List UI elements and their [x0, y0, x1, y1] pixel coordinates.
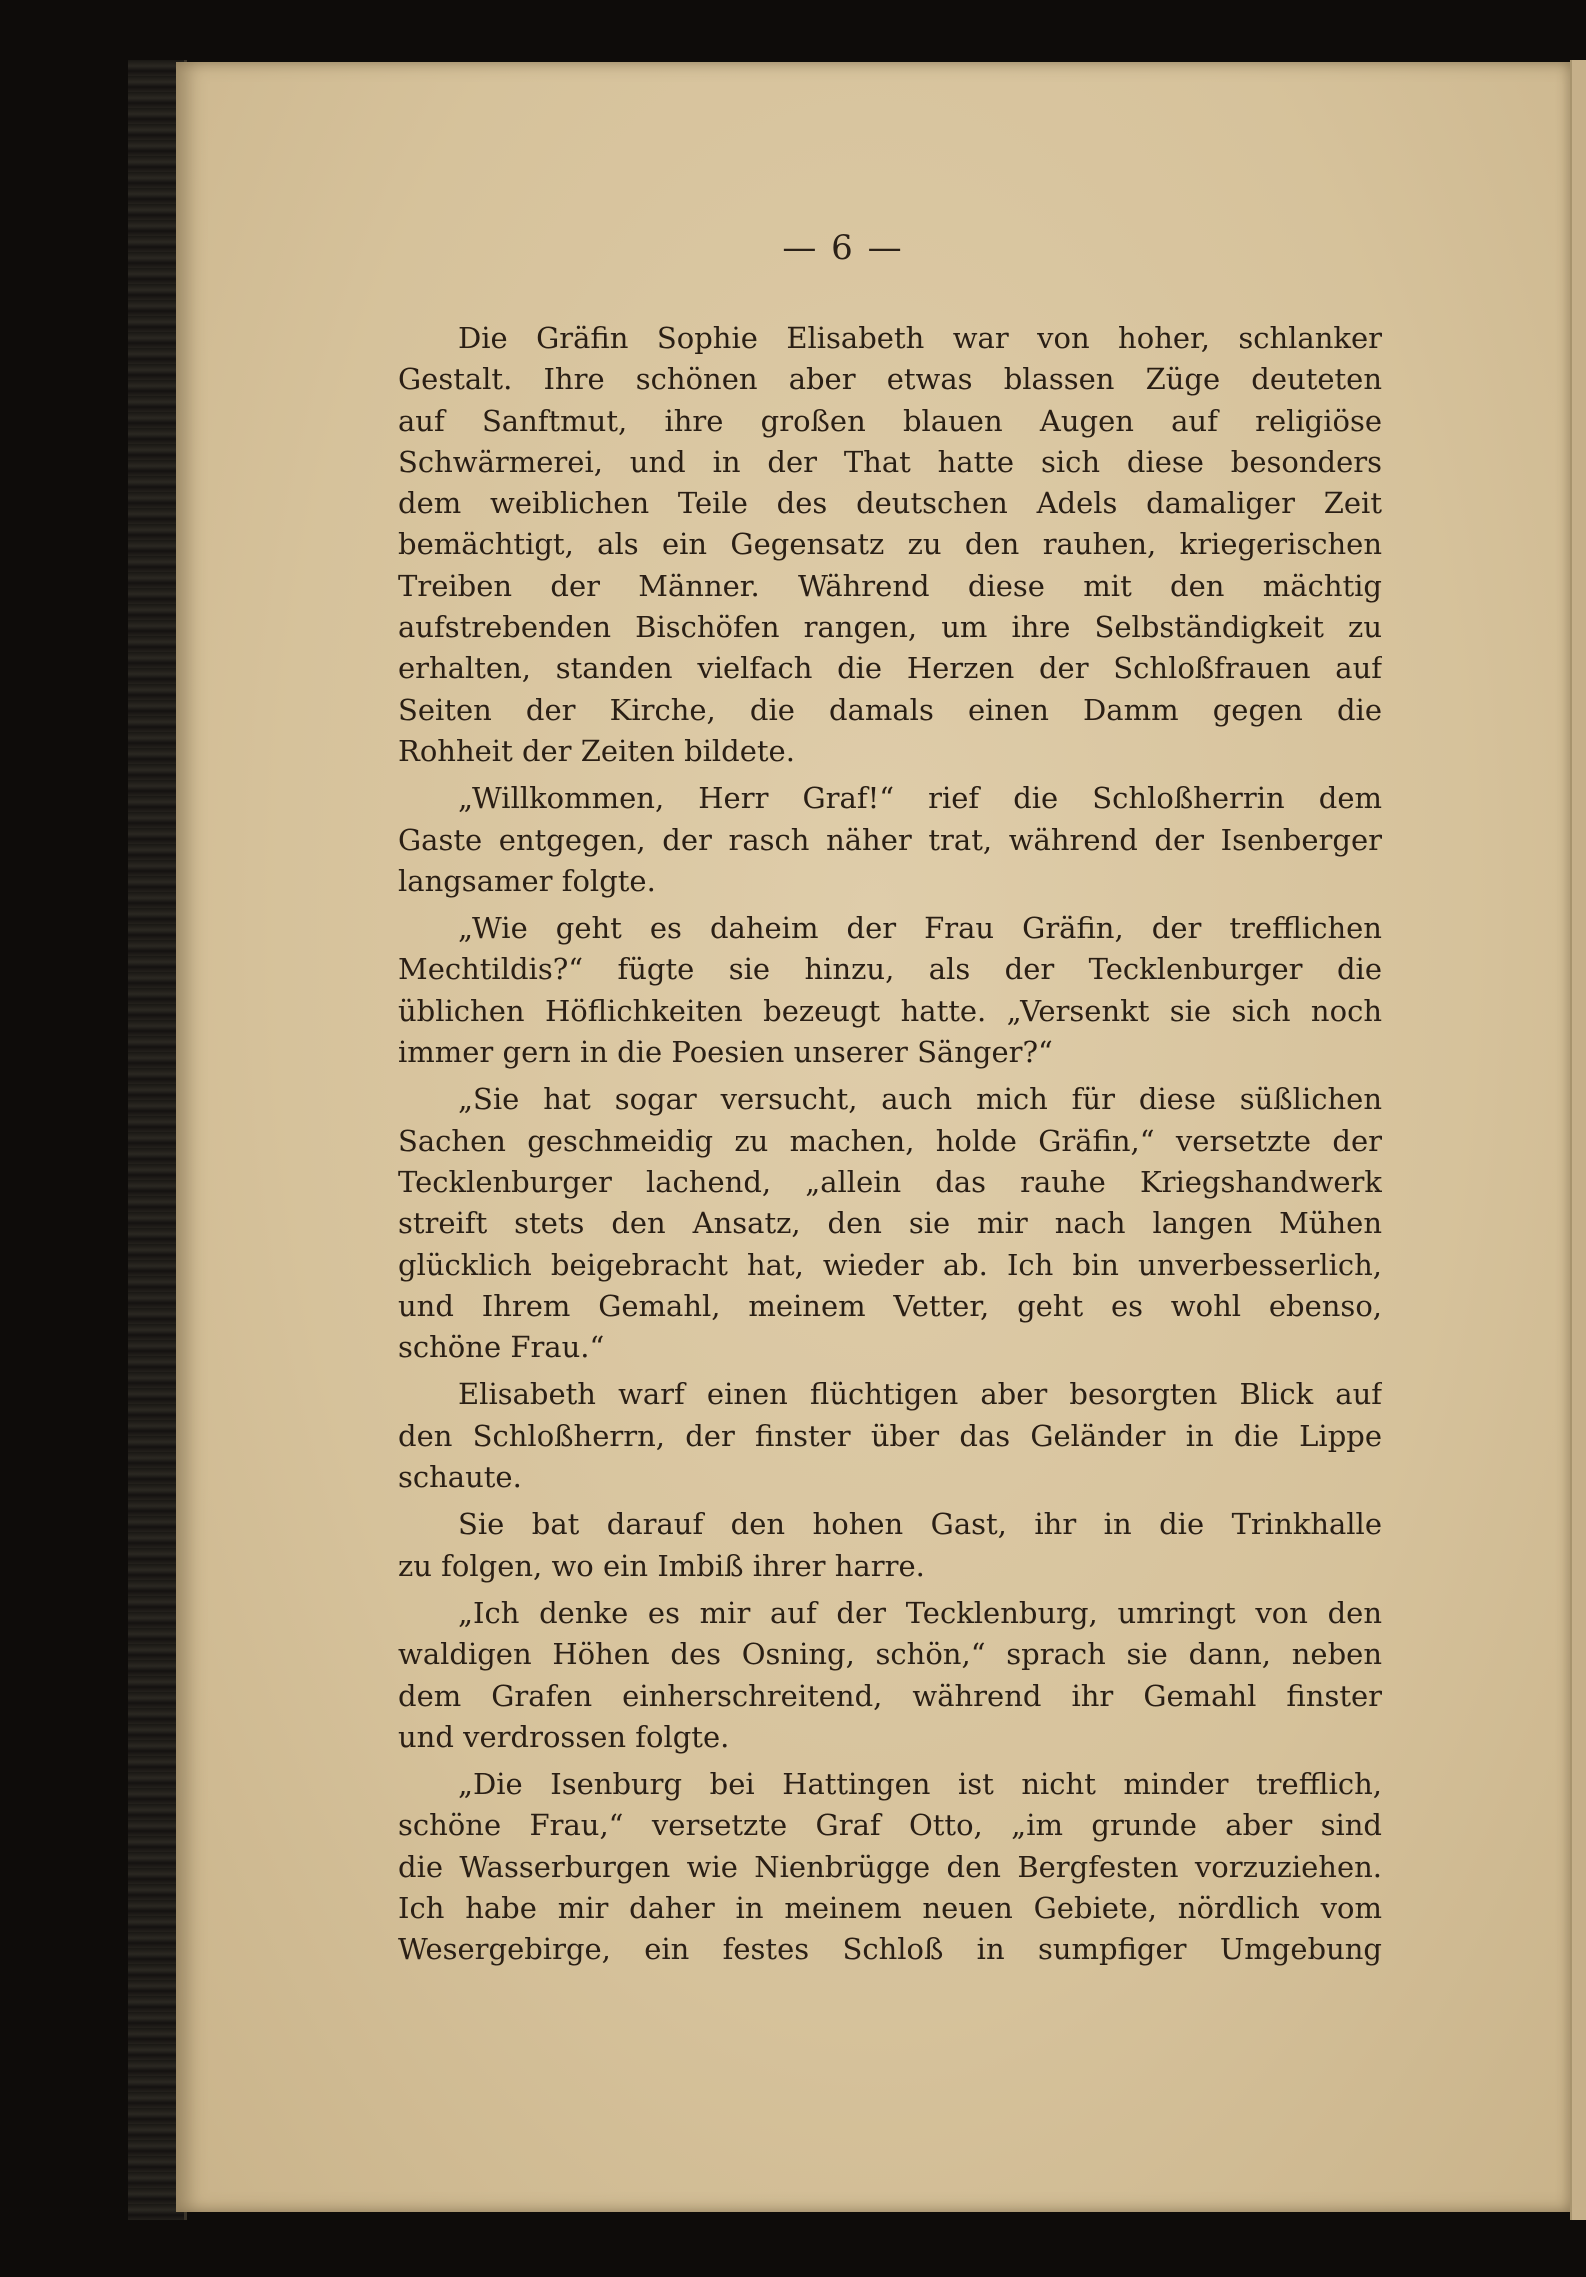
text-line: schöne Frau,“ versetzte Graf Otto, „im grunde aber sind: [398, 1808, 1382, 1843]
text-line: Die Gräfin Sophie Elisabeth war von hoher, schlanker: [458, 321, 1382, 355]
text-line: bemächtigt, als ein Gegensatz zu den rauhen, kriegerischen: [398, 527, 1382, 562]
paragraph-8: [398, 1764, 1382, 1970]
paragraph-3: [398, 908, 1382, 1073]
text-line: „Ich denke es mir auf der Tecklenburg, umringt von den: [458, 1595, 1382, 1630]
text-line: und verdrossen folgte.: [398, 1719, 730, 1754]
text-line: auf Sanftmut, ihre großen blauen Augen auf religiöse: [398, 403, 1382, 438]
paragraph-4: [398, 1079, 1382, 1368]
text-line: immer gern in die Poesien unserer Sänger?“: [398, 1035, 1053, 1070]
text-line: aufstrebenden Bischöfen rangen, um ihre Selbständigkeit zu: [398, 610, 1382, 645]
text-line: Seiten der Kirche, die damals einen Damm gegen die: [398, 692, 1382, 727]
paragraph-6: [398, 1504, 1382, 1587]
text-line: „Wie geht es daheim der Frau Gräfin, der trefflichen: [458, 911, 1382, 946]
text-line: den Schloßherrn, der finster über das Geländer in die Lippe: [398, 1418, 1382, 1453]
text-line: Tecklenburger lachend, „allein das rauhe Kriegshandwerk: [398, 1164, 1382, 1199]
paragraph-1: [398, 318, 1382, 772]
paragraph-5: [398, 1374, 1382, 1498]
text-line: streift stets den Ansatz, den sie mir nach langen Mühen: [398, 1206, 1382, 1241]
text-line: dem weiblichen Teile des deutschen Adels damaliger Zeit: [398, 486, 1382, 521]
page-number: — 6 —: [782, 228, 904, 268]
text-line: Wesergebirge, ein festes Schloß in sumpfiger Umgebung: [398, 1932, 1382, 1967]
paragraph-7: [398, 1593, 1382, 1758]
text-line: erhalten, standen vielfach die Herzen der Schloßfrauen auf: [398, 651, 1382, 686]
paragraph-2: [398, 778, 1382, 902]
text-line: Sachen geschmeidig zu machen, holde Gräfin,“ versetzte der: [398, 1123, 1382, 1158]
body-text: [398, 318, 1382, 1977]
text-line: „Sie hat sogar versucht, auch mich für diese süßlichen: [458, 1082, 1382, 1117]
text-line: die Wasserburgen wie Nienbrügge den Bergfesten vorzuziehen.: [398, 1849, 1382, 1884]
text-line: „Willkommen, Herr Graf!“ rief die Schloßherrin dem: [458, 781, 1382, 816]
text-line: langsamer folgte.: [398, 863, 656, 898]
text-line: schöne Frau.“: [398, 1330, 605, 1365]
text-line: dem Grafen einherschreitend, während ihr Gemahl finster: [398, 1678, 1382, 1713]
text-line: Elisabeth warf einen flüchtigen aber besorgten Blick auf: [458, 1377, 1382, 1412]
page-right-edge: [1570, 60, 1586, 2220]
text-line: glücklich beigebracht hat, wieder ab. Ich bin unverbesserlich,: [398, 1247, 1382, 1282]
text-line: Schwärmerei, und in der That hatte sich diese besonders: [398, 444, 1382, 479]
text-line: und Ihrem Gemahl, meinem Vetter, geht es wohl ebenso,: [398, 1288, 1382, 1323]
text-line: schaute.: [398, 1460, 522, 1495]
text-line: üblichen Höflichkeiten bezeugt hatte. „Versenkt sie sich noch: [398, 993, 1382, 1028]
text-line: Mechtildis?“ fügte sie hinzu, als der Tecklenburger die: [398, 952, 1382, 987]
text-line: Rohheit der Zeiten bildete.: [398, 733, 795, 768]
text-line: „Die Isenburg bei Hattingen ist nicht minder trefflich,: [458, 1767, 1382, 1802]
text-line: Gaste entgegen, der rasch näher trat, während der Isenberger: [398, 822, 1382, 857]
text-line: waldigen Höhen des Osning, schön,“ sprach sie dann, neben: [398, 1637, 1382, 1672]
text-line: zu folgen, wo ein Imbiß ihrer harre.: [398, 1548, 925, 1583]
text-line: Treiben der Männer. Während diese mit den mächtig: [398, 568, 1382, 603]
text-line: Gestalt. Ihre schönen aber etwas blassen Züge deuteten: [398, 362, 1382, 397]
text-line: Ich habe mir daher in meinem neuen Gebiete, nördlich vom: [398, 1890, 1382, 1925]
text-line: Sie bat darauf den hohen Gast, ihr in die Trinkhalle: [458, 1507, 1382, 1542]
